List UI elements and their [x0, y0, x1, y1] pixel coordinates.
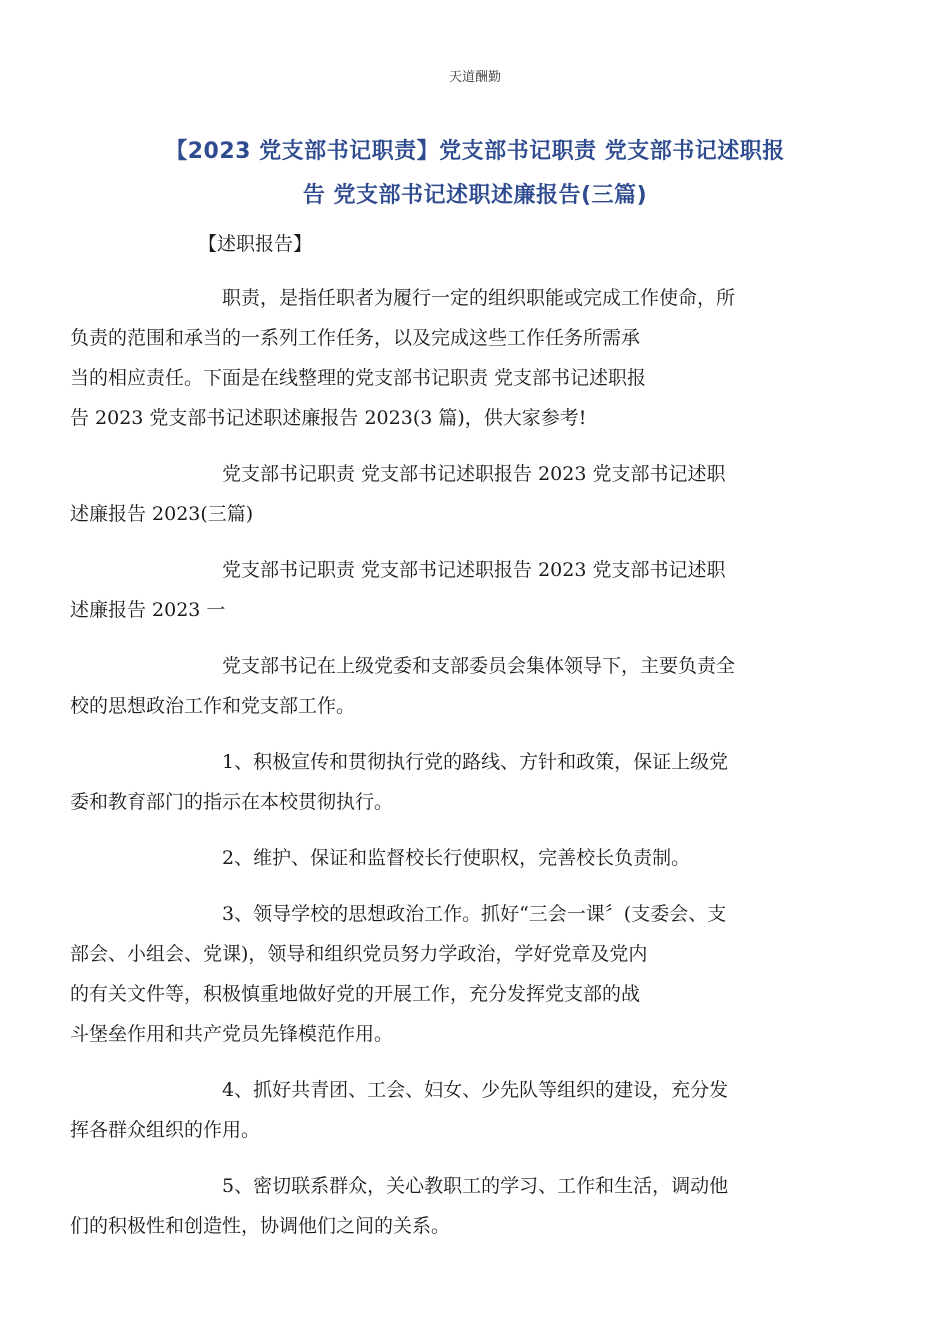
paragraph-line: 挥各群众组织的作用。	[70, 1119, 261, 1141]
paragraph	[70, 742, 806, 822]
paragraph-line: 4、抓好共青团、工会、妇女、少先队等组织的建设，充分发	[222, 1079, 729, 1101]
paragraph-line: 党支部书记职责 党支部书记述职报告 2023 党支部书记述职	[222, 463, 726, 485]
paragraph	[70, 894, 806, 1054]
paragraph-line: 职责，是指任职者为履行一定的组织职能或完成工作使命，所	[222, 287, 736, 309]
paragraph-line: 1、积极宣传和贯彻执行党的路线、方针和政策，保证上级党	[222, 751, 729, 773]
paragraph-line: 5、密切联系群众，关心教职工的学习、工作和生活，调动他	[222, 1175, 729, 1197]
paragraph-line: 2、维护、保证和监督校长行使职权，完善校长负责制。	[222, 847, 691, 869]
paragraph	[70, 454, 806, 534]
paragraph-line: 校的思想政治工作和党支部工作。	[70, 695, 356, 717]
header-mark: 天道酬勤	[448, 70, 501, 85]
paragraph	[70, 1166, 806, 1246]
title-line: 【2023 党支部书记职责】党支部书记职责 党支部书记述职报	[165, 139, 785, 164]
paragraph-line: 当的相应责任。下面是在线整理的党支部书记职责 党支部书记述职报	[70, 367, 647, 389]
paragraph-line: 们的积极性和创造性，协调他们之间的关系。	[70, 1215, 451, 1237]
paragraph-line: 斗堡垒作用和共产党员先锋模范作用。	[70, 1023, 394, 1045]
paragraph-line: 3、领导学校的思想政治工作。抓好“三会一课〞(支委会、支	[222, 903, 727, 925]
document-title	[128, 130, 822, 218]
paragraph-line: 负责的范围和承当的一系列工作任务，以及完成这些工作任务所需承	[70, 327, 641, 349]
paragraph-line: 述廉报告 2023(三篇)	[70, 503, 254, 525]
document-body	[70, 224, 806, 1262]
paragraph-line: 部会、小组会、党课)，领导和组织党员努力学政治，学好党章及党内	[70, 943, 648, 965]
paragraph-line: 述廉报告 2023 一	[70, 599, 226, 621]
paragraph-list	[70, 278, 806, 1246]
section-tag: 【述职报告】	[198, 233, 313, 255]
paragraph	[70, 550, 806, 630]
paragraph-line: 党支部书记职责 党支部书记述职报告 2023 党支部书记述职	[222, 559, 726, 581]
paragraph	[70, 646, 806, 726]
paragraph-line: 的有关文件等，积极慎重地做好党的开展工作，充分发挥党支部的战	[70, 983, 641, 1005]
paragraph-line: 告 2023 党支部书记述职述廉报告 2023(3 篇)，供大家参考!	[70, 407, 587, 429]
paragraph-line: 党支部书记在上级党委和支部委员会集体领导下，主要负责全	[222, 655, 736, 677]
paragraph	[70, 1070, 806, 1150]
paragraph	[146, 838, 806, 878]
paragraph-line: 委和教育部门的指示在本校贯彻执行。	[70, 791, 394, 813]
paragraph	[70, 278, 806, 438]
title-line: 告 党支部书记述职述廉报告(三篇)	[302, 183, 648, 208]
